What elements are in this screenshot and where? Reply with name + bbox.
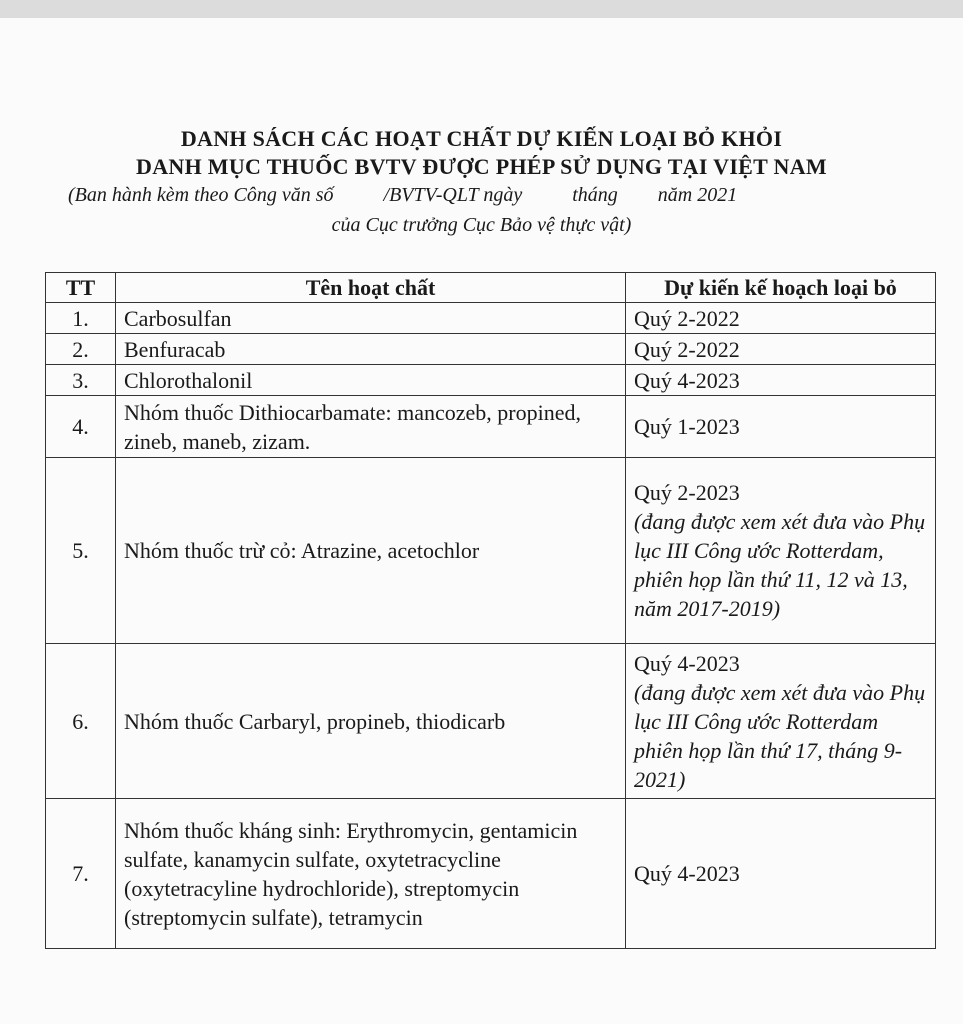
document-title-line1: DANH SÁCH CÁC HOẠT CHẤT DỰ KIẾN LOẠI BỎ KHỎI — [180, 126, 783, 151]
table-row — [46, 334, 936, 365]
table-header-row — [46, 273, 936, 303]
removal-plan-note: (đang được xem xét đưa vào Phụ lục III Công ước Rotterdam phiên họp lần thứ 17, tháng 9-2021) — [634, 679, 926, 792]
removal-plan: Quý 2-2023 — [634, 480, 740, 505]
row-number: 5. — [46, 458, 116, 644]
substance-name: Nhóm thuốc trừ cỏ: Atrazine, acetochlor — [116, 458, 626, 644]
removal-plan-note: (đang được xem xét đưa vào Phụ lục III Công ước Rotterdam, phiên họp lần thứ 11, 12 và 13, năm 2017-2019) — [634, 509, 926, 621]
header-substance-name: Tên hoạt chất — [116, 273, 626, 303]
substance-name: Nhóm thuốc kháng sinh: Erythromycin, gentamicin sulfate, kanamycin sulfate, oxytetracycline (oxytetracyline hydrochloride), streptomycin (streptomycin sulfate), tetramycin — [116, 799, 626, 949]
table-row — [46, 799, 936, 949]
removal-plan: Quý 2-2022 — [626, 303, 936, 334]
substance-name: Benfuracab — [116, 334, 626, 365]
document-title-line2: DANH MỤC THUỐC BVTV ĐƯỢC PHÉP SỬ DỤNG TẠI VIỆT NAM — [136, 154, 827, 179]
document-subtitle-line2: của Cục trưởng Cục Bảo vệ thực vật) — [331, 214, 632, 236]
document-page — [0, 18, 963, 1024]
removal-plan: Quý 4-2023 — [634, 650, 740, 676]
row-number: 4. — [46, 396, 116, 458]
substances-table — [45, 272, 936, 949]
removal-plan: Quý 4-2023 — [626, 799, 936, 949]
removal-plan: Quý 1-2023 — [626, 396, 936, 458]
removal-plan-cell — [626, 644, 936, 799]
row-number: 7. — [46, 799, 116, 949]
header-tt: TT — [46, 273, 116, 303]
table-row — [46, 365, 936, 396]
substance-name: Nhóm thuốc Carbaryl, propineb, thiodicarb — [116, 644, 626, 799]
substance-name: Chlorothalonil — [116, 365, 626, 396]
removal-plan: Quý 2-2022 — [626, 334, 936, 365]
table-row — [46, 396, 936, 458]
row-number: 1. — [46, 303, 116, 334]
row-number: 3. — [46, 365, 116, 396]
removal-plan: Quý 4-2023 — [626, 365, 936, 396]
document-subtitle-line1: (Ban hành kèm theo Công văn số /BVTV-QLT ngày tháng năm 2021 — [68, 184, 738, 206]
row-number: 6. — [46, 644, 116, 799]
row-number: 2. — [46, 334, 116, 365]
viewer-top-bar — [0, 0, 963, 19]
table-row — [46, 303, 936, 334]
removal-plan-cell — [626, 458, 936, 644]
table-row — [46, 458, 936, 644]
table-row — [46, 644, 936, 799]
substance-name: Carbosulfan — [116, 303, 626, 334]
header-removal-plan: Dự kiến kế hoạch loại bỏ — [626, 273, 936, 303]
substance-name: Nhóm thuốc Dithiocarbamate: mancozeb, propined, zineb, maneb, zizam. — [116, 396, 626, 458]
